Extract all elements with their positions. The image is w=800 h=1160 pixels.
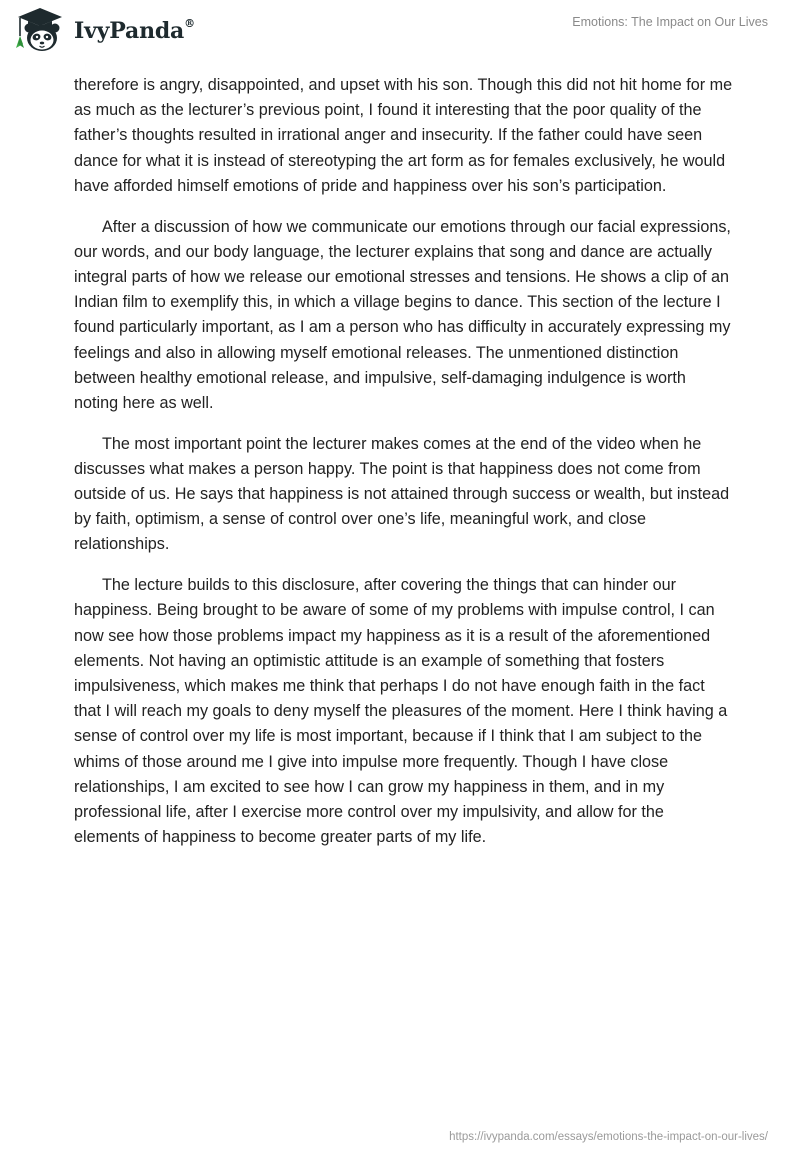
registered-mark: ® [184, 16, 195, 30]
brand-name: IvyPanda® [74, 16, 195, 44]
document-title: Emotions: The Impact on Our Lives [572, 15, 768, 29]
panda-graduate-icon [14, 6, 66, 54]
ivypanda-logo[interactable] [14, 6, 195, 54]
essay-paragraph: After a discussion of how we communicate our emotions through our facial expressions, our words, and our body language, the lecturer explains that song and dance are actually integral parts of how we release our emotional stresses and tensions. He shows a clip of an Indian film to exemplify this, in which a village begins to dance. This section of the lecture I found particularly important, as I am a person who has difficulty in accurately expressing my feelings and also in allowing myself emotional releases. The unmentioned distinction between healthy emotional release, and impulsive, self-damaging indulgence is worth noting here as well. [74, 217, 731, 412]
essay-paragraph: therefore is angry, disappointed, and upset with his son. Though this did not hit home for me as much as the lecturer’s previous point, I found it interesting that the poor quality of the father’s thoughts resulted in irrational anger and insecurity. If the father could have seen dance for what it is instead of stereotyping the art form as for females exclusively, he would have afforded himself emotions of pride and happiness over his son’s participation. [74, 76, 733, 195]
essay-paragraph: The lecture builds to this disclosure, after covering the things that can hinder our happiness. Being brought to be aware of some of my problems with impulse control, I can now see how those problems impact my happiness as it is a result of the aforementioned elements. Not having an optimistic attitude is an example of something that fosters impulsiveness, which makes me think that perhaps I do not have enough faith in the fact that I will reach my goals to deny myself the pleasures of the moment. Here I think having a sense of control over my life is most important, because if I think that I am subject to the whims of those around me I give into impulse more frequently. Though I have close relationships, I am excited to see how I can grow my happiness in them, and in my professional life, after I exercise more control over my impulsivity, and allow for the elements of happiness to become greater parts of my life. [74, 576, 728, 847]
page-header [0, 0, 800, 64]
essay-body [74, 73, 734, 866]
source-url[interactable]: https://ivypanda.com/essays/emotions-the-impact-on-our-lives/ [449, 1131, 768, 1143]
essay-paragraph: The most important point the lecturer makes comes at the end of the video when he discusses what makes a person happy. The point is that happiness does not come from outside of us. He says that happiness is not attained through success or wealth, but instead by faith, optimism, a sense of control over one’s life, meaningful work, and close relationships. [74, 434, 730, 554]
